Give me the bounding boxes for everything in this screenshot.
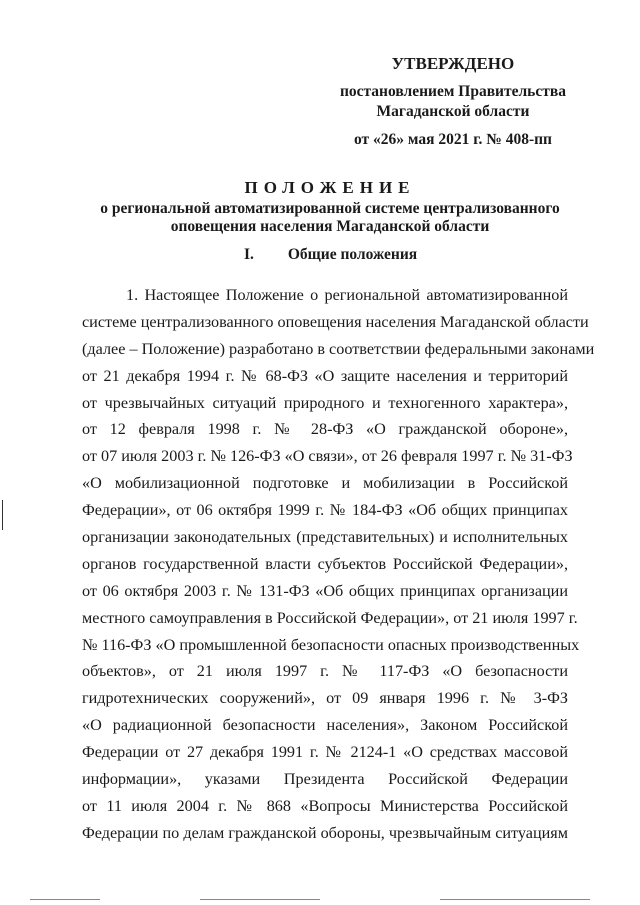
footer-rule-left [30,899,100,900]
approval-stamp [340,54,566,150]
approval-date-line: от «26» мая 2021 г. № 408-пп [353,131,552,148]
body-line: (далее – Положение) разработано в соответствии федеральными законами [82,339,595,358]
body-line: объектов», от 21 июля 1997 г. № 117-ФЗ «О безопасности [82,662,568,681]
body-line: Федерации по делам гражданской обороны, чрезвычайным ситуациям [82,823,568,842]
body-line: от чрезвычайных ситуаций природного и техногенного характера», [82,393,568,412]
body-line: «О радиационной безопасности населения», Законом Российской [82,716,568,735]
approval-decree-line: постановлением Правительства [339,83,566,100]
title-main: ПОЛОЖЕНИЕ [244,178,416,197]
body-line: от 06 октября 2003 г. № 131-ФЗ «Об общих принципах организации [82,581,568,600]
body-line: от 12 февраля 1998 г. № 28-ФЗ «О гражданской обороне», [82,420,568,439]
section-title: Общие положения [287,246,418,263]
body-line: Федерации», от 06 октября 1999 г. № 184-ФЗ «Об общих принципах [82,501,568,520]
title-subtitle-line-2: оповещения населения Магаданской области [170,218,490,235]
body-line: гидротехнических сооружений», от 09 января 1996 г. № 3-ФЗ [82,689,568,708]
body-line: от 21 декабря 1994 г. № 68-ФЗ «О защите населения и территорий [82,366,568,385]
body-line: местного самоуправления в Российской Федерации», от 21 июля 1997 г. [82,608,578,627]
approval-region-line: Магаданской области [376,103,530,120]
body-line: от 07 июля 2003 г. № 126-ФЗ «О связи», от 26 февраля 1997 г. № 31-ФЗ [82,447,573,466]
body-line: Федерации от 27 декабря 1991 г. № 2124-1 «О средствах массовой [82,743,568,762]
footer-rule-right [440,899,590,900]
title-subtitle-line-1: о региональной автоматизированной системе централизованного [100,200,560,217]
document-title [0,176,640,236]
body-line: системе централизованного оповещения населения Магаданской области [82,312,589,331]
body-line: информации», указами Президента Российской Федерации [82,770,568,789]
body-line: 1. Настоящее Положение о региональной автоматизированной [126,286,568,304]
paragraph-1 [82,282,595,847]
body-line: организации законодательных (представительных) и исполнительных [82,528,568,547]
section-number: I. [244,246,254,263]
body-line: № 116-ФЗ «О промышленной безопасности опасных производственных [82,635,580,654]
body-line: органов государственной власти субъектов Российской Федерации», [82,554,568,573]
body-line: от 11 июля 2004 г. № 868 «Вопросы Министерства Российской [82,796,568,815]
approved-heading: УТВЕРЖДЕНО [391,54,515,73]
body-line: «О мобилизационной подготовке и мобилизации в Российской [82,474,568,493]
scan-artifact [2,500,3,530]
footer-rule-center [200,899,320,900]
section-heading [244,246,417,264]
